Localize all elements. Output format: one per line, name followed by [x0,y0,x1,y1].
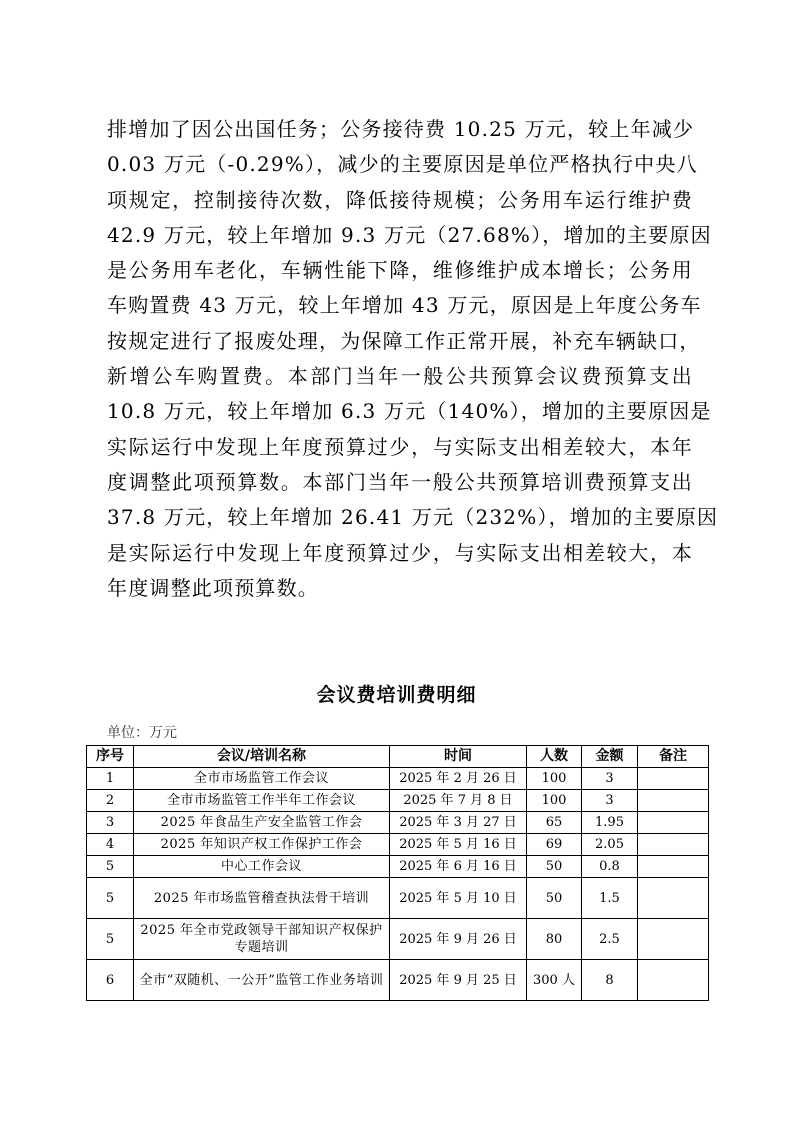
paragraph-line: 0.03 万元（-0.29%），减少的主要原因是单位严格执行中央八 [107,152,698,177]
paragraph-line: 按规定进行了报废处理，为保障工作正常开展，补充车辆缺口， [107,328,701,353]
cell-date: 2025 年 3 月 27 日 [390,812,527,834]
cell-date: 2025 年 9 月 25 日 [390,960,527,1001]
cell-note [638,919,709,960]
cell-note [638,856,709,878]
paragraph-line: 项规定，控制接待次数，降低接待规模；公务用车运行维护费 [107,187,693,212]
header-people: 人数 [527,746,582,768]
table-row [87,919,709,960]
paragraph-line: 排增加了因公出国任务；公务接待费 10.25 万元，较上年减少 [107,117,695,141]
paragraph-line: 新增公车购置费。本部门当年一般公共预算会议费预算支出 [107,364,693,389]
cell-amount: 2.5 [582,919,638,960]
paragraph-line: 是实际运行中发现上年度预算过少，与实际支出相差较大，本 [107,540,693,565]
cell-people: 100 [527,790,582,812]
paragraph-line: 42.9 万元，较上年增加 9.3 万元（27.68%），增加的主要原因 [107,222,712,247]
cell-amount: 3 [582,790,638,812]
header-no: 序号 [87,746,134,768]
cell-people: 69 [527,834,582,856]
paragraph-line: 10.8 万元，较上年增加 6.3 万元（140%），增加的主要原因是 [107,399,712,424]
paragraph-line: 车购置费 43 万元，较上年增加 43 万元，原因是上年度公务车 [107,293,702,318]
cell-people: 65 [527,812,582,834]
cell-note [638,960,709,1001]
cell-no: 5 [87,878,134,919]
table-row [87,768,709,790]
cell-people: 50 [527,856,582,878]
paragraph-line: 实际运行中发现上年度预算过少，与实际支出相差较大，本年 [107,434,693,459]
cell-date: 2025 年 2 月 26 日 [390,768,527,790]
cell-name: 全市“双随机、一公开”监管工作业务培训 [134,960,390,1001]
cell-no: 6 [87,960,134,1001]
unit-label: 单位：万元 [107,725,177,741]
cell-note [638,812,709,834]
header-date: 时间 [390,746,527,768]
cell-no: 5 [87,919,134,960]
cell-date: 2025 年 6 月 16 日 [390,856,527,878]
cell-people: 80 [527,919,582,960]
header-name: 会议/培训名称 [134,746,390,768]
cell-amount: 1.5 [582,878,638,919]
cell-date: 2025 年 5 月 10 日 [390,878,527,919]
cell-amount: 8 [582,960,638,1001]
cell-people: 100 [527,768,582,790]
cell-amount: 2.05 [582,834,638,856]
paragraph-line: 是公务用车老化，车辆性能下降，维修维护成本增长；公务用 [107,258,693,283]
cell-no: 2 [87,790,134,812]
cell-date: 2025 年 5 月 16 日 [390,834,527,856]
paragraph-line: 37.8 万元，较上年增加 26.41 万元（232%），增加的主要原因 [107,505,719,530]
table-row [87,790,709,812]
cell-no: 1 [87,768,134,790]
cell-name: 2025 年知识产权工作保护工作会 [134,834,390,856]
cell-name: 全市市场监管工作半年工作会议 [134,790,390,812]
cell-people: 300 人 [527,960,582,1001]
cell-date: 2025 年 9 月 26 日 [390,919,527,960]
header-note: 备注 [638,746,709,768]
table-row [87,834,709,856]
cell-amount: 3 [582,768,638,790]
table-row [87,960,709,1001]
paragraph-line: 年度调整此项预算数。 [107,575,319,600]
table-row [87,878,709,919]
cell-note [638,878,709,919]
cell-name: 2025 年全市党政领导干部知识产权保护专题培训 [134,919,390,960]
cell-amount: 0.8 [582,856,638,878]
cell-name: 2025 年食品生产安全监管工作会 [134,812,390,834]
table-title: 会议费培训费明细 [316,684,477,706]
cell-amount: 1.95 [582,812,638,834]
cell-name: 2025 年市场监管稽查执法骨干培训 [134,878,390,919]
cell-note [638,834,709,856]
body-paragraph [107,112,719,606]
cell-note [638,790,709,812]
table-row [87,812,709,834]
cell-name: 中心工作会议 [134,856,390,878]
meeting-training-table [86,745,709,1001]
cell-no: 5 [87,856,134,878]
cell-people: 50 [527,878,582,919]
table-header-row [87,746,709,768]
cell-no: 3 [87,812,134,834]
cell-note [638,768,709,790]
cell-no: 4 [87,834,134,856]
table-row [87,856,709,878]
cell-name: 全市市场监管工作会议 [134,768,390,790]
header-amount: 金额 [582,746,638,768]
paragraph-line: 度调整此项预算数。本部门当年一般公共预算培训费预算支出 [107,469,693,494]
cell-date: 2025 年 7 月 8 日 [390,790,527,812]
